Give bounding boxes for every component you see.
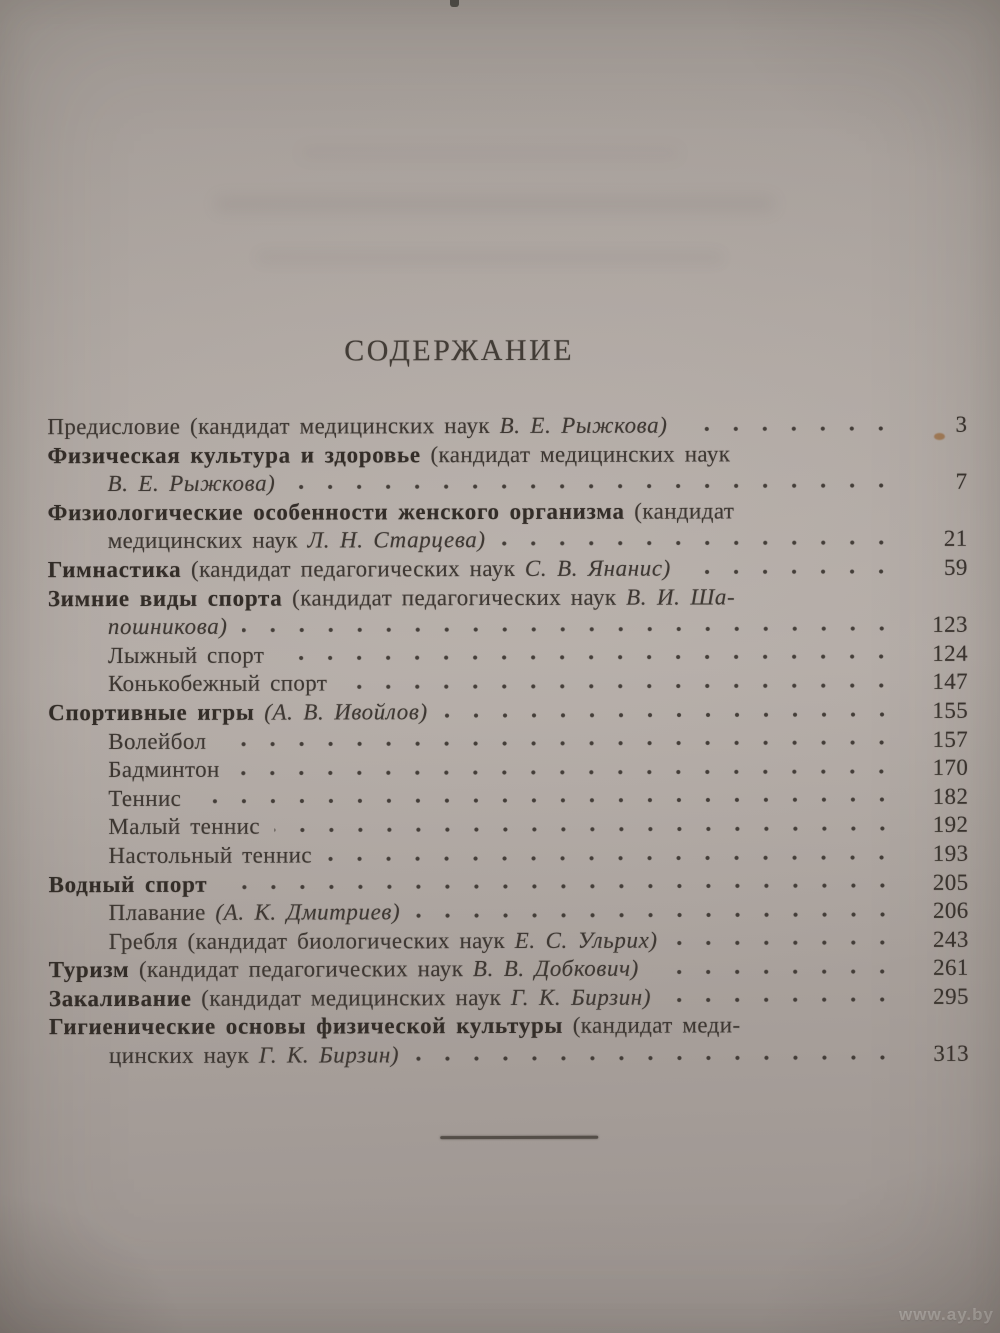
toc-entry-text: Физиологические особенности женского организма (кандидат: [47, 498, 735, 525]
dot-leader: [274, 826, 896, 833]
toc-entry-text: Гимнастика (кандидат педагогических наук С. В. Янанис): [47, 555, 671, 583]
toc-row: [49, 925, 969, 956]
toc-row: [48, 697, 968, 728]
toc-row: [48, 640, 968, 671]
page-number: 206: [932, 897, 969, 923]
toc-list: [47, 411, 969, 1071]
toc-row: [48, 525, 968, 556]
page-number: 124: [932, 640, 968, 666]
page-number: 193: [932, 840, 969, 866]
dot-leader: [195, 797, 896, 804]
toc-row: [48, 725, 968, 756]
dot-leader: [414, 912, 896, 918]
page-number: 205: [932, 869, 969, 895]
toc-row: [48, 811, 968, 842]
page-number: 155: [932, 697, 969, 723]
page-number: 295: [933, 983, 969, 1009]
dot-leader: [220, 740, 896, 747]
toc-row: [47, 468, 967, 499]
toc-entry-text: Настольный теннис: [108, 842, 312, 868]
page-number: 7: [955, 468, 968, 494]
dot-leader: [442, 711, 896, 717]
dot-leader: [234, 769, 897, 776]
toc-entry-text: медицинских наук Л. Н. Старцева): [107, 527, 486, 554]
dot-leader: [681, 426, 895, 432]
toc-row: [47, 411, 967, 442]
dot-leader: [672, 940, 897, 946]
page-number: 147: [932, 669, 969, 695]
toc-row: [48, 554, 968, 585]
toc-entry-text: Водный спорт: [48, 871, 208, 897]
toc-entry-text: Волейбол: [108, 728, 207, 754]
page-number: 59: [943, 554, 968, 580]
toc-row: [49, 868, 969, 899]
dot-leader: [221, 883, 896, 890]
toc-entry-text: Гребля (кандидат биологических наук Е. С. Ульрих): [108, 927, 658, 954]
toc-entry-text: цинских наук Г. К. Бирзин): [108, 1042, 400, 1069]
dot-leader: [685, 569, 896, 575]
toc-row: [49, 983, 969, 1014]
toc-entry-text: В. Е. Рыжкова): [107, 470, 276, 497]
toc-entry-text: Спортивные игры (А. В. Ивойлов): [48, 699, 428, 726]
toc-entry-text: Малый теннис: [108, 813, 260, 840]
toc-entry-text: Гигиенические основы физической культуры (кандидат меди-: [48, 1012, 741, 1040]
page-number: 192: [932, 812, 969, 838]
dot-leader: [653, 969, 897, 975]
page-number: 313: [933, 1040, 970, 1066]
paper-speck: [934, 433, 945, 440]
page-number: 261: [933, 955, 969, 981]
toc-entry-text: Конькобежный спорт: [108, 670, 328, 697]
toc-row: [49, 954, 969, 985]
page-number: 123: [932, 611, 968, 638]
section-divider: [440, 1135, 598, 1138]
toc-entry-text: Лыжный спорт: [107, 642, 265, 668]
toc-row: [49, 1040, 969, 1071]
toc-entry-text: Закаливание (кандидат медицинских наук Г. К. Бирзин): [48, 984, 652, 1012]
page-number: 170: [932, 754, 969, 780]
toc-row: [48, 668, 968, 699]
toc-row: [49, 1011, 969, 1042]
toc-entry-text: пошникова): [107, 613, 228, 640]
page-number: 21: [943, 526, 968, 552]
dot-leader: [413, 1055, 897, 1061]
toc-row: [49, 897, 969, 928]
dot-leader: [326, 854, 897, 860]
page-number: 182: [932, 783, 969, 809]
dot-leader: [665, 997, 897, 1003]
toc-entry-text: Плавание (А. К. Дмитриев): [108, 899, 401, 926]
toc-entry-text: Бадминтон: [108, 756, 220, 783]
ink-mark: [450, 0, 459, 7]
dot-leader: [289, 483, 895, 490]
watermark: www.ay.by: [899, 1305, 994, 1324]
toc-entry-text: Зимние виды спорта (кандидат педагогических наук В. И. Ша-: [47, 583, 736, 611]
dot-leader: [500, 540, 896, 546]
toc-row: [48, 782, 968, 813]
page-title: СОДЕРЖАНИЕ: [344, 333, 575, 368]
toc-row: [48, 754, 968, 785]
page-number: 157: [932, 726, 969, 752]
toc-entry-text: Теннис: [108, 785, 182, 811]
dot-leader: [341, 683, 896, 689]
toc-row: [48, 582, 968, 613]
dot-leader: [242, 626, 896, 633]
toc-row: [47, 439, 967, 470]
page-number: 3: [955, 411, 968, 437]
toc-row: [48, 497, 968, 528]
dot-leader: [278, 654, 896, 661]
toc-entry-text: Физическая культура и здоровье (кандидат медицинских наук: [47, 440, 731, 468]
page-number: 243: [932, 926, 969, 952]
toc-row: [48, 611, 968, 642]
toc-entry-text: Туризм (кандидат педагогических наук В. В. Добкович): [48, 955, 639, 983]
toc-row: [48, 840, 968, 871]
toc-entry-text: Предисловие (кандидат медицинских наук В. Е. Рыжкова): [47, 412, 668, 440]
